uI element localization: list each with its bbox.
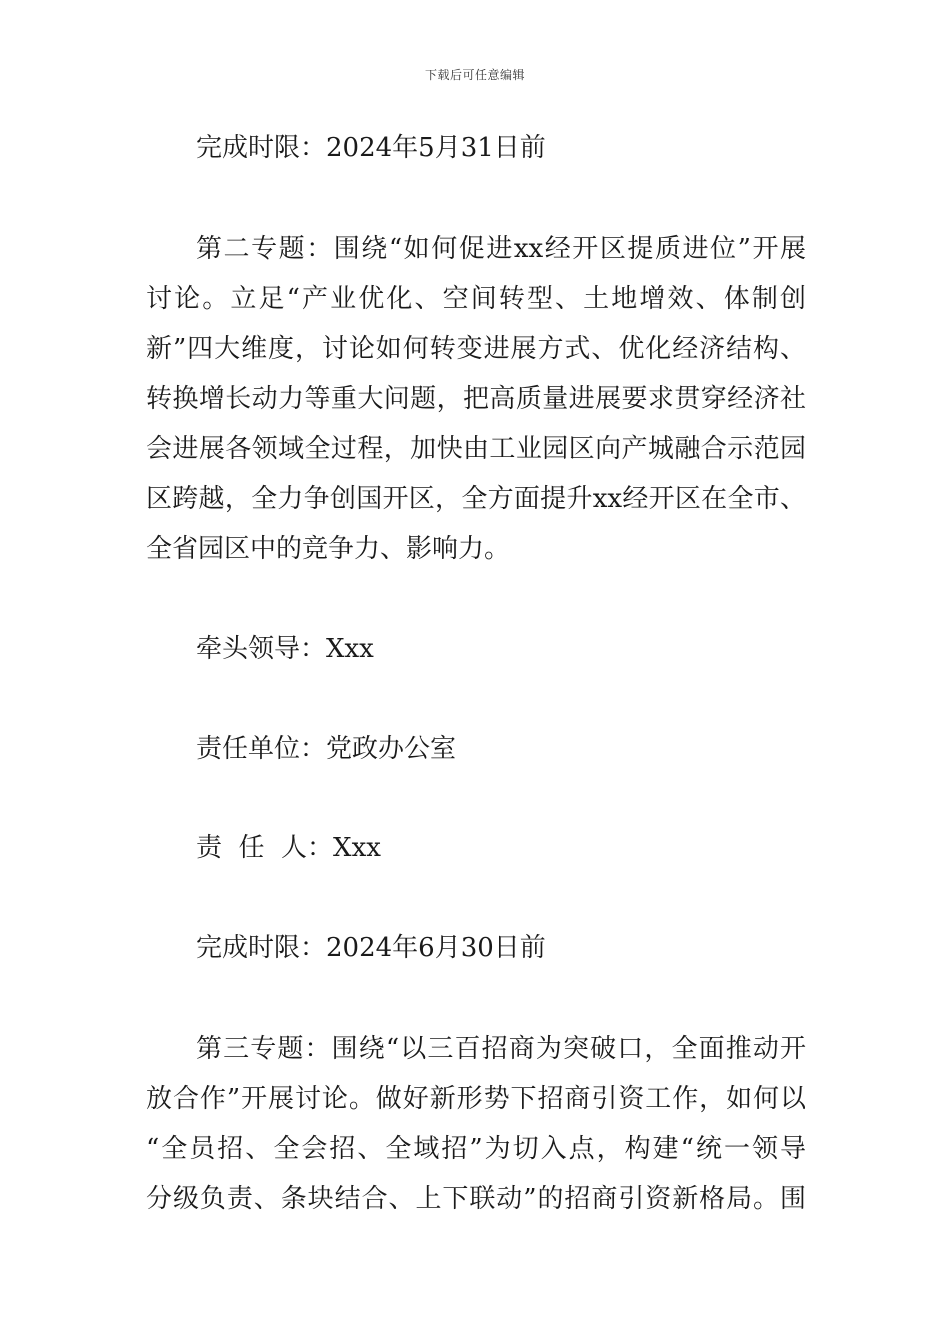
topic-3-line-3: “全员招、全会招、全域招”为切入点，构建“统一领导 — [146, 1134, 806, 1164]
topic-2-line-1: 第二专题：围绕“如何促进xx经开区提质进位”开展 — [196, 234, 806, 264]
topic-3-line-2: 放合作”开展讨论。做好新形势下招商引资工作，如何以 — [146, 1084, 806, 1114]
topic-2-line-5: 会进展各领域全过程，加快由工业园区向产城融合示范园 — [146, 434, 806, 464]
topic-3-line-4: 分级负责、条块结合、上下联动”的招商引资新格局。围 — [146, 1184, 806, 1214]
deadline-line-2: 完成时限：2024年6月30日前 — [196, 933, 546, 963]
topic-2-line-4: 转换增长动力等重大问题，把高质量进展要求贯穿经济社 — [146, 384, 806, 414]
page-header-note: 下载后可任意编辑 — [424, 68, 525, 82]
topic-3-line-1: 第三专题：围绕“以三百招商为突破口，全面推动开 — [196, 1034, 806, 1064]
lead-leader-line: 牵头领导：Xxx — [196, 634, 374, 664]
topic-2-line-3: 新”四大维度，讨论如何转变进展方式、优化经济结构、 — [146, 334, 806, 364]
topic-2-line-2: 讨论。立足“产业优化、空间转型、土地增效、体制创 — [146, 284, 806, 314]
responsible-unit-line: 责任单位：党政办公室 — [196, 734, 457, 764]
responsible-person-line: 责 任 人：Xxx — [196, 833, 381, 863]
deadline-line-1: 完成时限：2024年5月31日前 — [196, 133, 546, 163]
topic-2-line-6: 区跨越，全力争创国开区，全方面提升xx经开区在全市、 — [146, 484, 806, 514]
topic-2-line-7: 全省园区中的竞争力、影响力。 — [146, 534, 511, 564]
